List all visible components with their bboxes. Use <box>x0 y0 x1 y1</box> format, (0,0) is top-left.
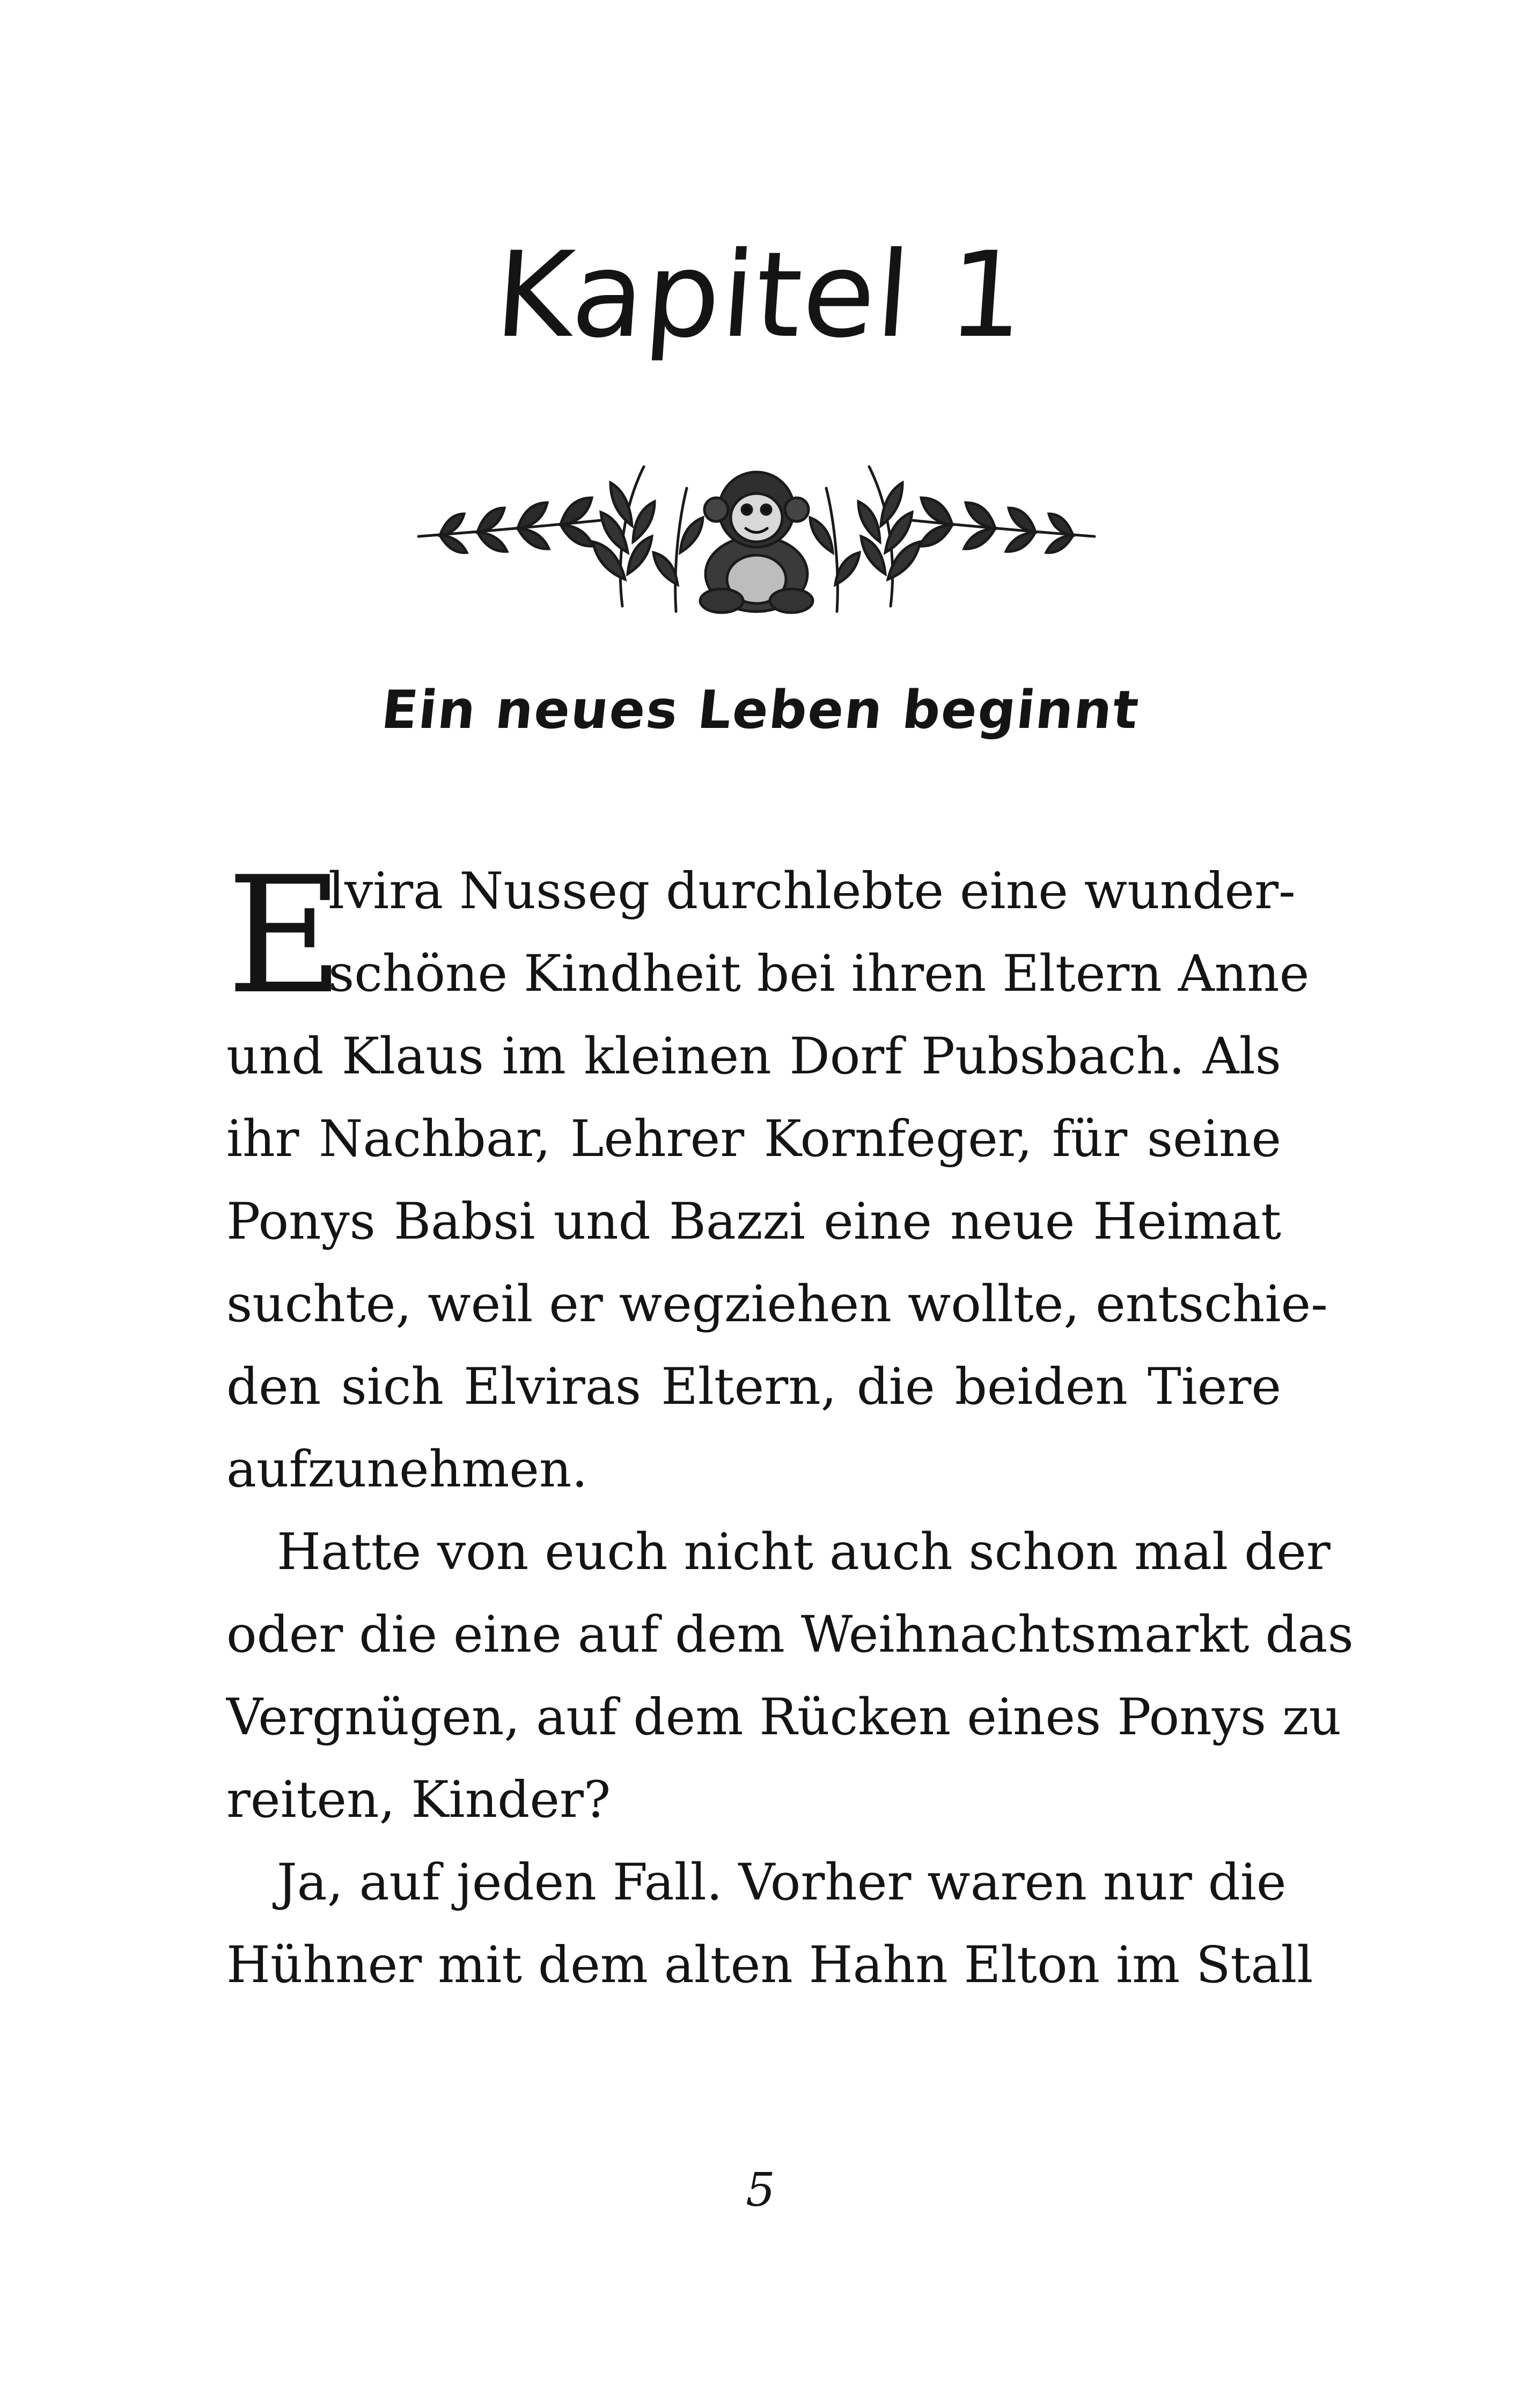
text-line: schöne Kindheit bei ihren Eltern Anne <box>328 945 1310 1003</box>
chapter-title: Kapitel 1 <box>491 226 1030 364</box>
text-line: Hühner mit dem alten Hahn Elton im Stall <box>226 1936 1313 1994</box>
text-line: lvira Nusseg durchlebte eine wunder- <box>328 862 1296 921</box>
body-text <box>226 842 1354 2007</box>
page-number: 5 <box>746 2163 775 2217</box>
text-line: oder die eine auf dem Weihnachtsmarkt das <box>226 1606 1354 1664</box>
text-line: suchte, weil er wegziehen wollte, entschie- <box>226 1275 1328 1334</box>
monkey-with-leaves-ornament-icon <box>408 445 1105 622</box>
text-line: und Klaus im kleinen Dorf Pubsbach. Als <box>226 1027 1281 1086</box>
text-line: aufzunehmen. <box>226 1440 588 1499</box>
text-line: Ponys Babsi und Bazzi eine neue Heimat <box>226 1192 1281 1251</box>
chapter-subtitle: Ein neues Leben beginnt <box>378 680 1143 741</box>
text-line: Vergnügen, auf dem Rücken eines Ponys zu <box>226 1688 1342 1747</box>
text-line: Ja, auf jeden Fall. Vorher waren nur die <box>277 1853 1287 1912</box>
text-line: reiten, Kinder? <box>226 1771 611 1829</box>
text-line: den sich Elviras Eltern, die beiden Tiere <box>226 1358 1281 1416</box>
drop-cap: E <box>226 842 344 1029</box>
text-line: ihr Nachbar, Lehrer Kornfeger, für seine <box>226 1110 1281 1168</box>
text-line: Hatte von euch nicht auch schon mal der <box>277 1523 1331 1581</box>
